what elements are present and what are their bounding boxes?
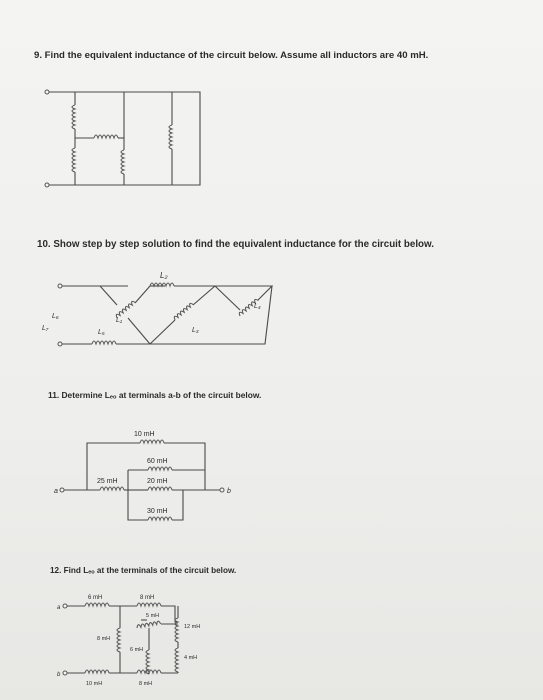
label-8mH-top: 8 mH bbox=[140, 595, 155, 601]
label-L7: L₇ bbox=[42, 325, 49, 332]
inductor-30mH bbox=[148, 517, 172, 520]
label-L1: L₁ bbox=[116, 317, 123, 324]
terminal-b-label: b bbox=[57, 672, 61, 678]
label-L5: L₅ bbox=[98, 329, 105, 336]
inductor-left-bottom bbox=[72, 148, 75, 172]
label-20mH: 20 mH bbox=[147, 478, 168, 485]
label-6mH-mid: 6 mH bbox=[130, 647, 144, 653]
label-5mH: 5 mH bbox=[146, 613, 160, 619]
terminal-a bbox=[63, 604, 67, 608]
label-L4: L₄ bbox=[254, 303, 261, 310]
inductor-right-vertical bbox=[169, 125, 172, 149]
circuit-9 bbox=[45, 90, 200, 187]
terminal-top bbox=[58, 284, 62, 288]
inductor-10mH bbox=[140, 440, 164, 443]
terminal-top bbox=[45, 90, 49, 94]
label-L6: L₆ bbox=[52, 313, 59, 320]
inductor-L3-bottom bbox=[92, 341, 116, 344]
label-L2: L₂ bbox=[160, 271, 168, 280]
inductor-6mH-top bbox=[85, 603, 109, 606]
inductor-L1 bbox=[115, 300, 135, 318]
inductor-L2 bbox=[150, 283, 174, 286]
label-8mH-left: 8 mH bbox=[97, 636, 111, 642]
inductor-10mH-bottom bbox=[85, 670, 109, 673]
inductor-middle-vertical bbox=[121, 150, 124, 174]
question-12-text: 12. Find Lₑₒ at the terminals of the circuit below. bbox=[50, 566, 237, 575]
inductor-4mH bbox=[175, 648, 178, 672]
circuit-11 bbox=[60, 440, 224, 520]
circuit-12 bbox=[63, 603, 178, 675]
inductor-left-top bbox=[72, 105, 75, 129]
inductor-8mH-left bbox=[117, 628, 120, 652]
inductor-20mH bbox=[148, 487, 172, 490]
inductor-8mH-top bbox=[137, 603, 161, 606]
label-12mH: 12 mH bbox=[184, 624, 201, 630]
label-60mH: 60 mH bbox=[147, 458, 168, 465]
label-30mH: 30 mH bbox=[147, 508, 168, 515]
terminal-a-label: a bbox=[54, 488, 58, 495]
question-9-text: 9. Find the equivalent inductance of the circuit below. Assume all inductors are 40 mH. bbox=[34, 50, 429, 61]
terminal-a-label: a bbox=[57, 605, 61, 611]
question-10-text: 10. Show step by step solution to find the equivalent inductance for the circuit below. bbox=[37, 239, 434, 250]
terminal-bottom bbox=[58, 342, 62, 346]
terminal-a bbox=[60, 488, 64, 492]
label-4mH: 4 mH bbox=[184, 655, 198, 661]
terminal-bottom bbox=[45, 183, 49, 187]
label-25mH: 25 mH bbox=[97, 478, 118, 485]
label-10mH-bottom: 10 mH bbox=[86, 681, 103, 687]
inductor-middle-horizontal bbox=[94, 135, 118, 138]
label-8mH-bottom: 8 mH bbox=[139, 681, 153, 687]
label-L3: L₃ bbox=[192, 327, 199, 334]
label-10mH: 10 mH bbox=[134, 431, 155, 438]
label-6mH-top: 6 mH bbox=[88, 595, 103, 601]
inductor-L3 bbox=[173, 302, 193, 320]
circuit-10 bbox=[58, 283, 272, 346]
inductor-25mH bbox=[100, 487, 124, 490]
inductor-60mH bbox=[148, 467, 172, 470]
question-11-text: 11. Determine Lₑₒ at terminals a-b of the circuit below. bbox=[48, 390, 262, 400]
inductor-5mH bbox=[136, 621, 160, 628]
terminal-b-label: b bbox=[227, 488, 231, 495]
terminal-b bbox=[220, 488, 224, 492]
terminal-b bbox=[63, 671, 67, 675]
